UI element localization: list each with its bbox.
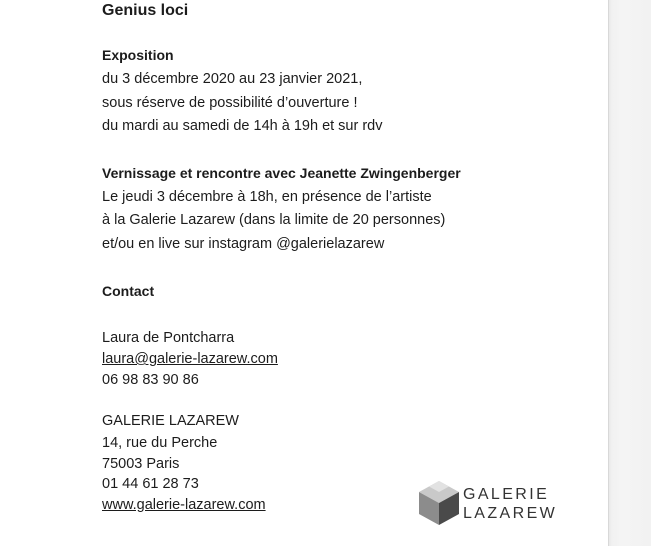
exposition-dates: du 3 décembre 2020 au 23 janvier 2021, xyxy=(102,71,363,87)
logo-text-lazarew: LAZAREW xyxy=(463,505,558,522)
vernissage-location: à la Galerie Lazarew (dans la limite de 20 personnes) xyxy=(102,212,446,228)
contact-heading: Contact xyxy=(102,283,155,299)
page-title: Genius loci xyxy=(102,2,189,19)
vernissage-heading: Vernissage et rencontre avec Jeanette Zwingenberger xyxy=(102,165,461,181)
logo-text-galerie: GALERIE xyxy=(463,486,550,503)
gallery-logo-icon xyxy=(418,480,460,526)
page-edge-background xyxy=(608,0,651,546)
exposition-heading: Exposition xyxy=(102,47,174,63)
gallery-website-link[interactable]: www.galerie-lazarew.com xyxy=(102,497,266,513)
gallery-name: GALERIE LAZAREW xyxy=(102,413,239,429)
contact-phone: 06 98 83 90 86 xyxy=(102,372,199,388)
gallery-street: 14, rue du Perche xyxy=(102,435,218,451)
vernissage-date: Le jeudi 3 décembre à 18h, en présence de l’artiste xyxy=(102,189,432,205)
gallery-city: 75003 Paris xyxy=(102,456,180,472)
exposition-opening-note: sous réserve de possibilité d’ouverture ! xyxy=(102,95,358,111)
contact-name: Laura de Pontcharra xyxy=(102,330,235,346)
contact-email-link[interactable]: laura@galerie-lazarew.com xyxy=(102,351,278,367)
vernissage-live: et/ou en live sur instagram @galerielazarew xyxy=(102,236,385,252)
gallery-phone: 01 44 61 28 73 xyxy=(102,476,199,492)
exposition-hours: du mardi au samedi de 14h à 19h et sur rdv xyxy=(102,118,383,134)
